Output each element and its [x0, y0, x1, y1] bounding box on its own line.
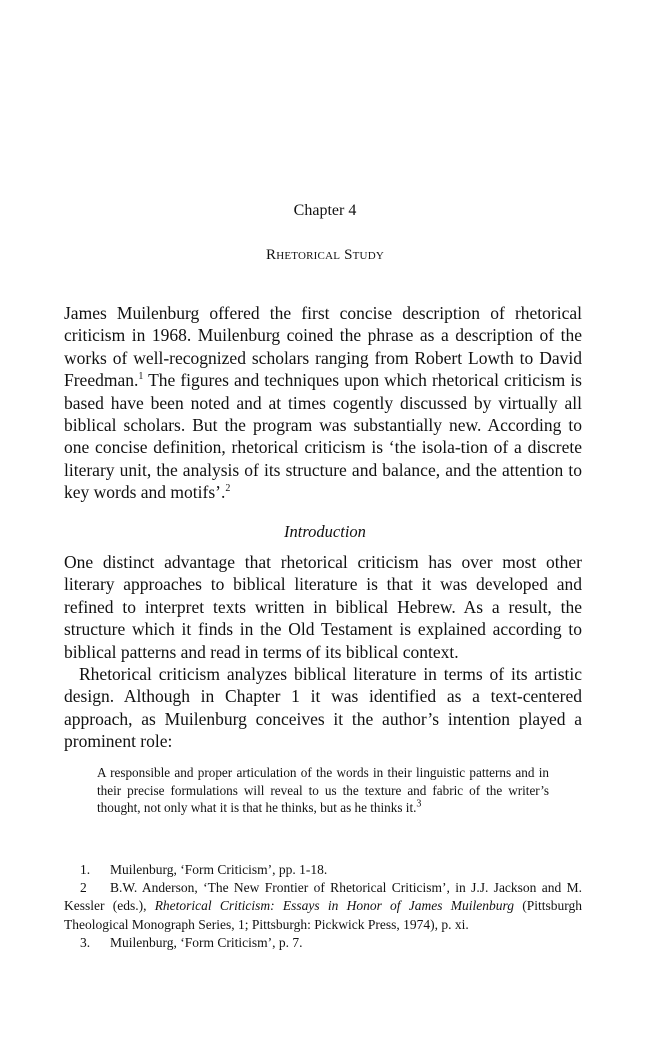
paragraph-text-indented: Rhetorical criticism analyzes biblical literature in terms of its artistic design. Although in Chapter 1 it was identified as a text-centered approach, as Muilenburg conceives it the author’s intention played a prominent role:: [64, 664, 582, 752]
footnotes: [64, 861, 582, 952]
paragraph-text: One distinct advantage that rhetorical criticism has over most other literary approaches to biblical literature is that it was developed and refined to interpret texts written in biblical Hebrew. As a result, the structure which it finds in the Old Testament is explained according to biblical patterns and read in terms of its biblical context.: [64, 552, 582, 662]
footnote-ref-2[interactable]: 2: [225, 483, 231, 495]
footnote-1: [64, 861, 582, 879]
footnote-book-title: Rhetorical Criticism: Essays in Honor of James Muilenburg: [154, 898, 514, 914]
footnote-text: Muilenburg, ‘Form Criticism’, p. 7.: [110, 934, 303, 950]
paragraph-introduction: [64, 551, 582, 753]
quote-text: A responsible and proper articulation of the words in their linguistic patterns and in their precise formulations will reveal to us the texture and fabric of the writer’s thought, not only what it is that he thinks, but as he thinks it.: [97, 765, 549, 815]
footnote-number: 1.: [80, 862, 91, 877]
paragraph-text: The figures and techniques upon which rhetorical criticism is based have been noted and at times cogently discussed by virtually all biblical scholars. But the program was substantially new. According to one concise definition, rhetorical criticism is ‘the isola-tion of a discrete literary unit, the analysis of its structure and balance, and the attention to key words and motifs’.: [64, 370, 582, 503]
footnote-text: B.W. Anderson, ‘The New Frontier of Rhetorical Criticism’, in J.J. Jackson and M. Kessler (eds.),: [64, 880, 582, 914]
block-quote: [97, 764, 549, 817]
paragraph-text: James Muilenburg offered the first concise description of rhetorical criticism in 1968. Muilenburg coined the phrase as a description of the works of well-recognized scholars ranging from Robert Lowth to David Freedman.: [64, 303, 582, 391]
footnote-3: [64, 934, 582, 952]
footnote-number: 2: [80, 880, 87, 896]
footnote-2: [64, 879, 582, 934]
footnote-text: Muilenburg, ‘Form Criticism’, pp. 1-18.: [110, 862, 328, 877]
section-heading: Introduction: [284, 522, 366, 541]
footnote-number: 3.: [80, 934, 91, 950]
footnote-ref-3[interactable]: 3: [416, 798, 422, 810]
footnote-ref-1[interactable]: 1: [138, 371, 144, 383]
footnote-text: (Pittsburgh Theological Monograph Series, 1; Pittsburgh: Pickwick Press, 1974), p. xi.: [64, 898, 582, 932]
chapter-label: Chapter 4: [293, 202, 357, 219]
chapter-title: Rhetorical Study: [266, 247, 384, 263]
paragraph-opening: [64, 302, 582, 504]
